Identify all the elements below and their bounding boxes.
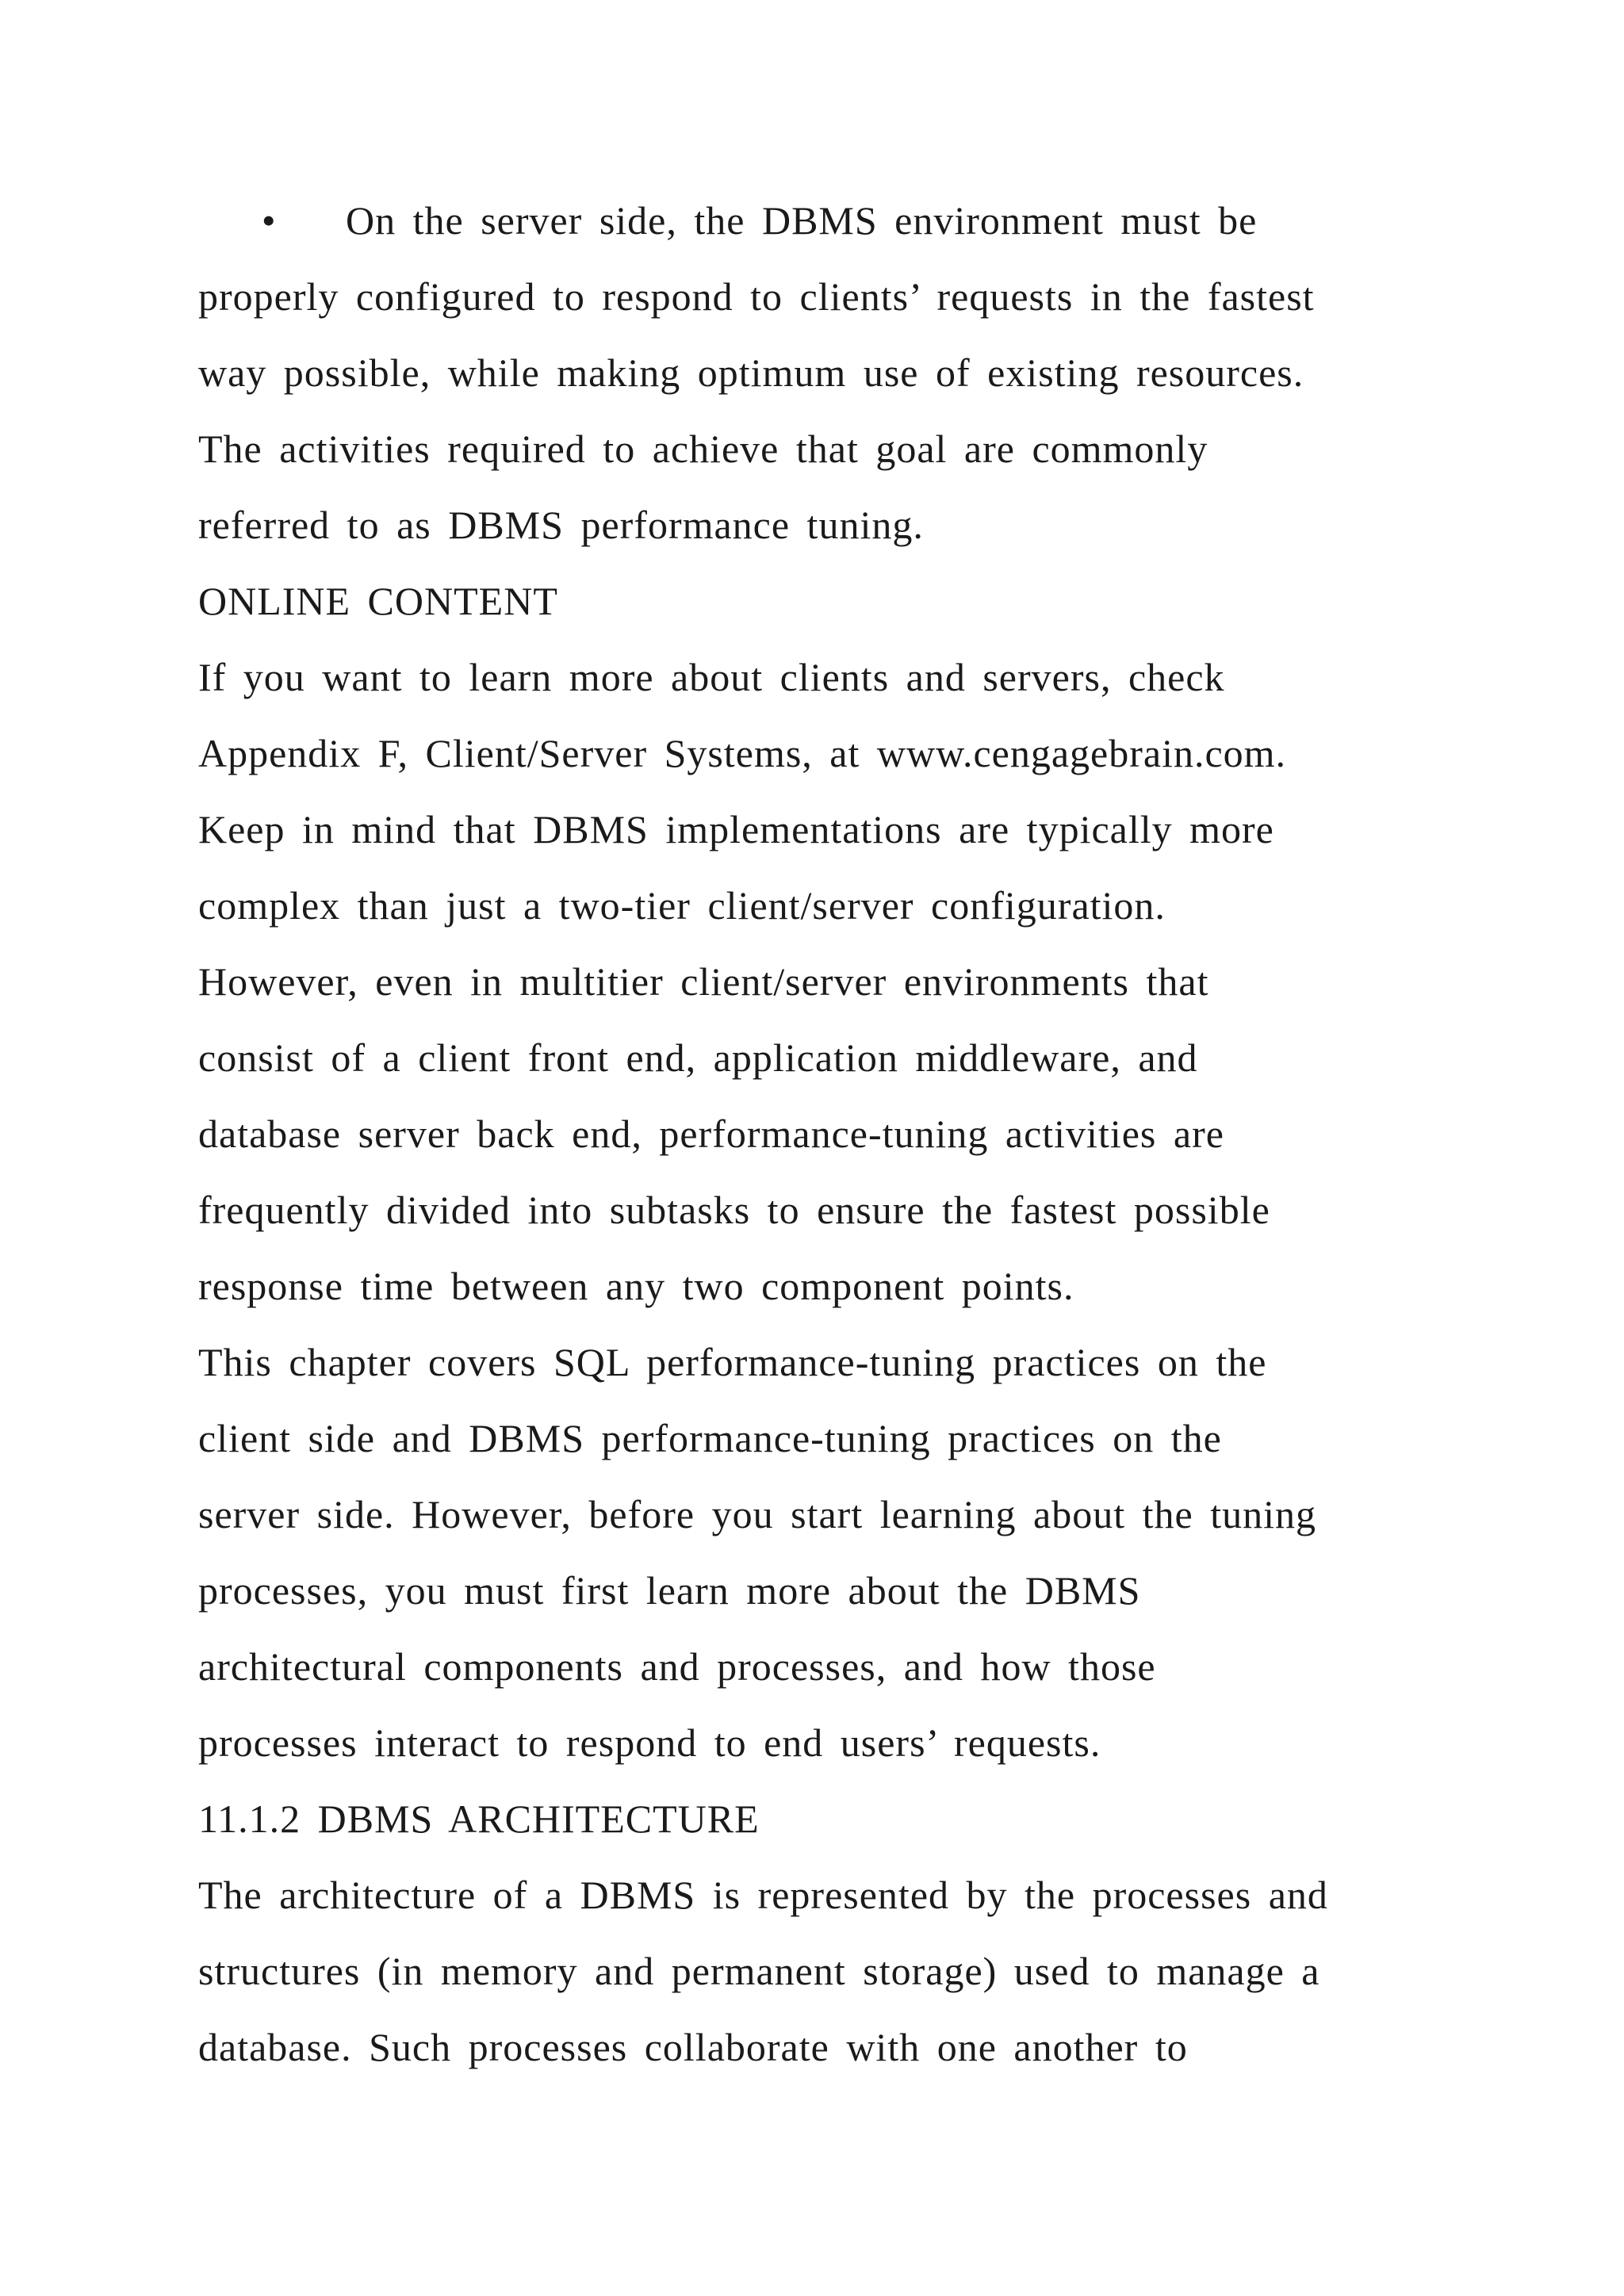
paragraph-line: processes, you must first learn more about the DBMS bbox=[198, 1568, 1141, 1613]
paragraph-line: complex than just a two-tier client/server configuration. bbox=[198, 883, 1166, 928]
paragraph-line: database server back end, performance-tuning activities are bbox=[198, 1112, 1224, 1156]
paragraph-line: structures (in memory and permanent storage) used to manage a bbox=[198, 1949, 1320, 1993]
paragraph-line: Keep in mind that DBMS implementations are typically more bbox=[198, 807, 1274, 851]
paragraph-line: properly configured to respond to clients’ requests in the fastest bbox=[198, 274, 1315, 319]
paragraph-line: server side. However, before you start learning about the tuning bbox=[198, 1492, 1316, 1536]
paragraph-line: The activities required to achieve that goal are commonly bbox=[198, 427, 1208, 471]
paragraph-line: processes interact to respond to end users’ requests. bbox=[198, 1720, 1101, 1765]
paragraph-line: The architecture of a DBMS is represented by the processes and bbox=[198, 1873, 1328, 1917]
bullet-marker: • bbox=[262, 198, 276, 243]
section-heading-online-content: ONLINE CONTENT bbox=[198, 579, 558, 623]
bullet-text-line: On the server side, the DBMS environment must be bbox=[346, 198, 1258, 243]
paragraph-line: This chapter covers SQL performance-tuning practices on the bbox=[198, 1340, 1267, 1384]
paragraph-line: consist of a client front end, application middleware, and bbox=[198, 1035, 1198, 1080]
paragraph-line: referred to as DBMS performance tuning. bbox=[198, 503, 924, 547]
paragraph-line: response time between any two component points. bbox=[198, 1264, 1074, 1308]
paragraph-line: frequently divided into subtasks to ensure the fastest possible bbox=[198, 1188, 1270, 1232]
paragraph-line: Appendix F, Client/Server Systems, at www.cengagebrain.com. bbox=[198, 731, 1287, 775]
paragraph-line: If you want to learn more about clients and servers, check bbox=[198, 655, 1225, 699]
paragraph-line: architectural components and processes, and how those bbox=[198, 1644, 1156, 1689]
paragraph-line: However, even in multitier client/server environments that bbox=[198, 959, 1209, 1004]
paragraph-line: client side and DBMS performance-tuning practices on the bbox=[198, 1416, 1222, 1460]
paragraph-line: database. Such processes collaborate with one another to bbox=[198, 2025, 1188, 2069]
section-heading-dbms-architecture: 11.1.2 DBMS ARCHITECTURE bbox=[198, 1797, 760, 1841]
paragraph-line: way possible, while making optimum use of existing resources. bbox=[198, 350, 1304, 395]
